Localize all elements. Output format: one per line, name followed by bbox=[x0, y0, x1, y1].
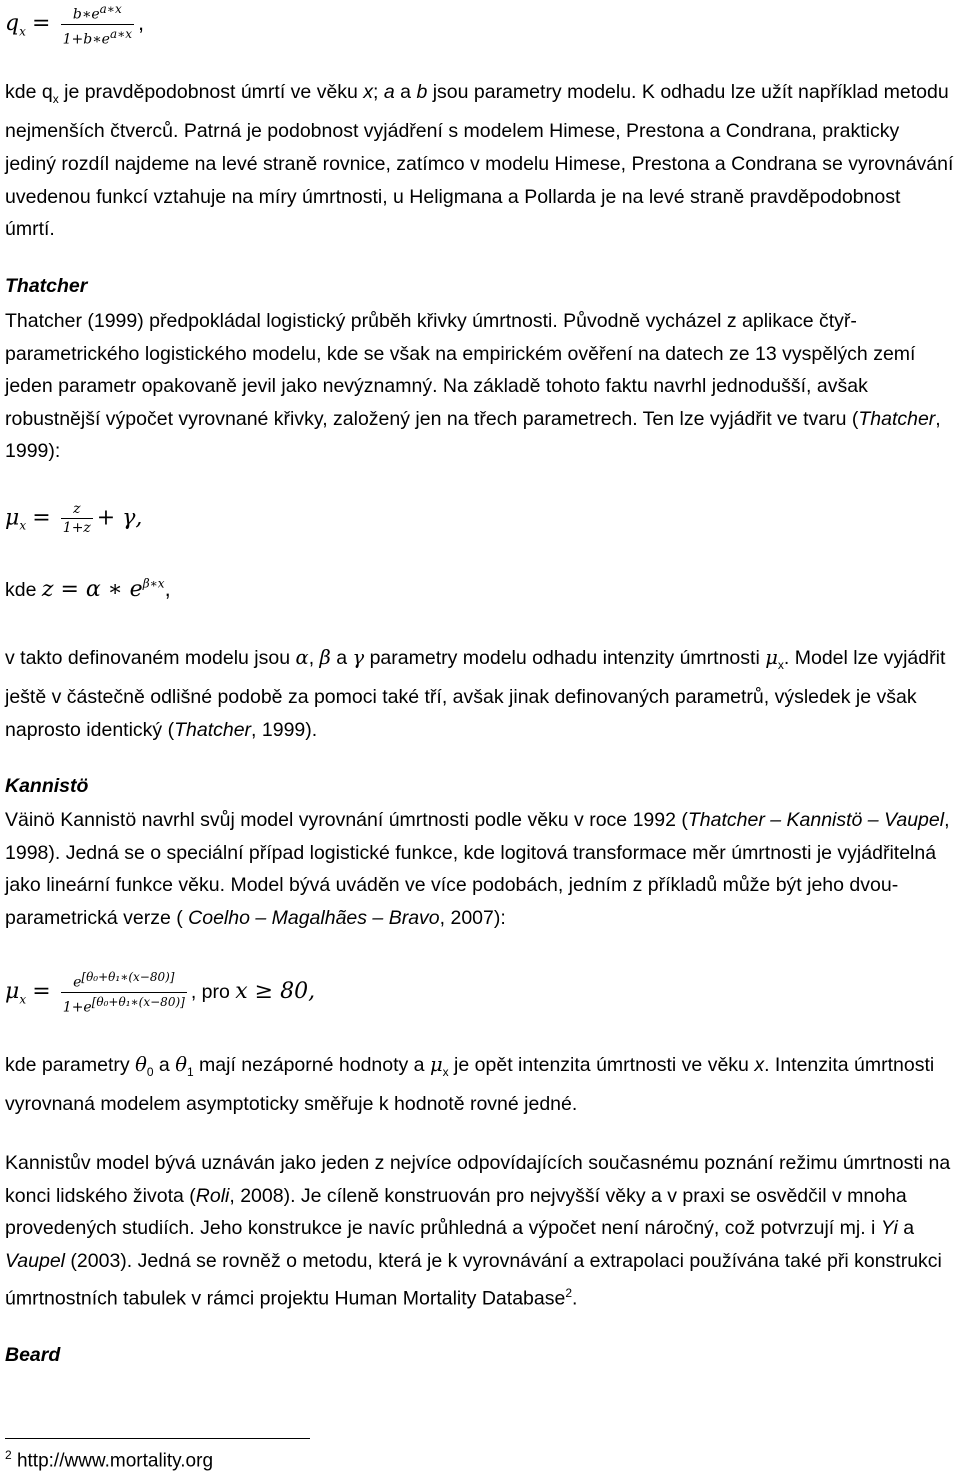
footnote-link[interactable]: http://www.mortality.org bbox=[11, 1450, 214, 1472]
paragraph-thatcher: Thatcher (1999) předpokládal logistický průběh křivky úmrtnosti. Původně vycházel z aplikace čtyř-parametrického logistického modelu, kde se však na empirickém ověření na datech ze 13 vyspělých zemí jeden parametr opakovaně jevil jako nevýznamný. Na základě tohoto faktu navrhl jednodušší, avšak robustnější výpočet vyrovnané křivky, založený jen na třech parametrech. Ten lze vyjádřit ve tvaru (Thatcher, 1999): bbox=[5, 310, 941, 463]
equation-mu-kannisto: $\mu_x$ = $\frac{e^{[\theta_0+\theta_1∗(x-80)]}}{1+e^{[\theta_0+\theta_1∗(x-80)]}}$ , pro x ≥ 80, bbox=[5, 970, 316, 1016]
section-heading-beard: Beard bbox=[5, 1344, 61, 1366]
paragraph-kannisto-params: kde parametry $\theta_0$ a $\theta_1$ mají nezáporné hodnoty a $\mu_x$ je opět intenzita úmrtnosti ve věku x. Intenzita úmrtnosti vyrovnaná modelem asymptoticky směřuje k hodnotě rovné jedné. bbox=[5, 1053, 935, 1116]
paragraph-kannisto-usage: Kannistův model bývá uznáván jako jeden z nejvíce odpovídajících současnému poznání režimu úmrtnosti na konci lidského života (Roli, 2008). Je cíleně konstruován pro nejvyšší věky a v praxi se osvědčil v mnoha provedených studiích. Jeho konstrukce je navíc průhledná a výpočet není náročný, což potvrzují mj. i Yi a Vaupel (2003). Jedná se rovněž o metodu, která je k vyrovnávání a extrapolaci používána také při konstrukci úmrtnostních tabulek v rámci projektu Human Mortality Database$^2$. bbox=[5, 1152, 951, 1310]
section-heading-kannisto: Kannistö bbox=[5, 775, 89, 797]
fraction: $\frac{e^{[\theta_0+\theta_1∗(x-80)]}}{1+e^{[\theta_0+\theta_1∗(x-80)]}}$ bbox=[62, 970, 185, 1016]
paragraph-kannisto: Väinö Kannistö navrhl svůj model vyrovnání úmrtnosti podle věku v roce 1992 (Thatcher – Kannistö – Vaupel, 1998). Jedná se o speciální případ logistické funkce, kde logitová transformace měr úmrtnosti je vyjádřitelná jako lineární funkce věku. Model bývá uváděn ve více podobách, jedním z příkladů může být jeho dvou-parametrická verze ( Coelho – Magalhães – Bravo, 2007): bbox=[5, 809, 950, 929]
paragraph-thatcher-params: v takto definovaném modelu jsou α, β a γ parametry modelu odhadu intenzity úmrtnosti $\mu_x$. Model lze vyjádřit ještě v částečně odlišné podobě za pomoci také tří, avšak jinak definovaných parametrů, výsledek je však naprosto identický (Thatcher, 1999). bbox=[5, 646, 946, 742]
fraction: $\frac{b∗e^{a∗x}}{1+b∗e^{a∗x}}$ bbox=[62, 2, 133, 48]
section-heading-thatcher: Thatcher bbox=[5, 275, 88, 297]
equation-z: kde z = α ∗ $e^{\beta∗x}$, bbox=[5, 576, 171, 602]
fraction: $\frac{z}{1+z}$ bbox=[62, 501, 91, 536]
equation-qx: $q_x$ = $\frac{b∗e^{a∗x}}{1+b∗e^{a∗x}}$ , bbox=[5, 2, 145, 48]
footnote: $^2$ http://www.mortality.org bbox=[5, 1448, 214, 1472]
paragraph-heligman-pollard: kde $q_x$ je pravděpodobnost úmrtí ve věku x; a a b jsou parametry modelu. K odhadu lze užít například metodu nejmenších čtverců. Patrná je podobnost vyjádření s modelem Himese, Prestona a Condrana, prakticky jediný rozdíl najdeme na levé straně rovnice, zatímco v modelu Himese, Prestona a Condrana se vyrovnávání uvedenou funkcí vztahuje na míry úmrtnosti, u Heligmana a Pollarda je na levé straně pravděpodobnost úmrtí. bbox=[5, 81, 954, 241]
equation-mu-thatcher: $\mu_x$ = $\frac{z}{1+z}$ + γ, bbox=[5, 501, 143, 536]
footnote-divider bbox=[5, 1438, 310, 1439]
